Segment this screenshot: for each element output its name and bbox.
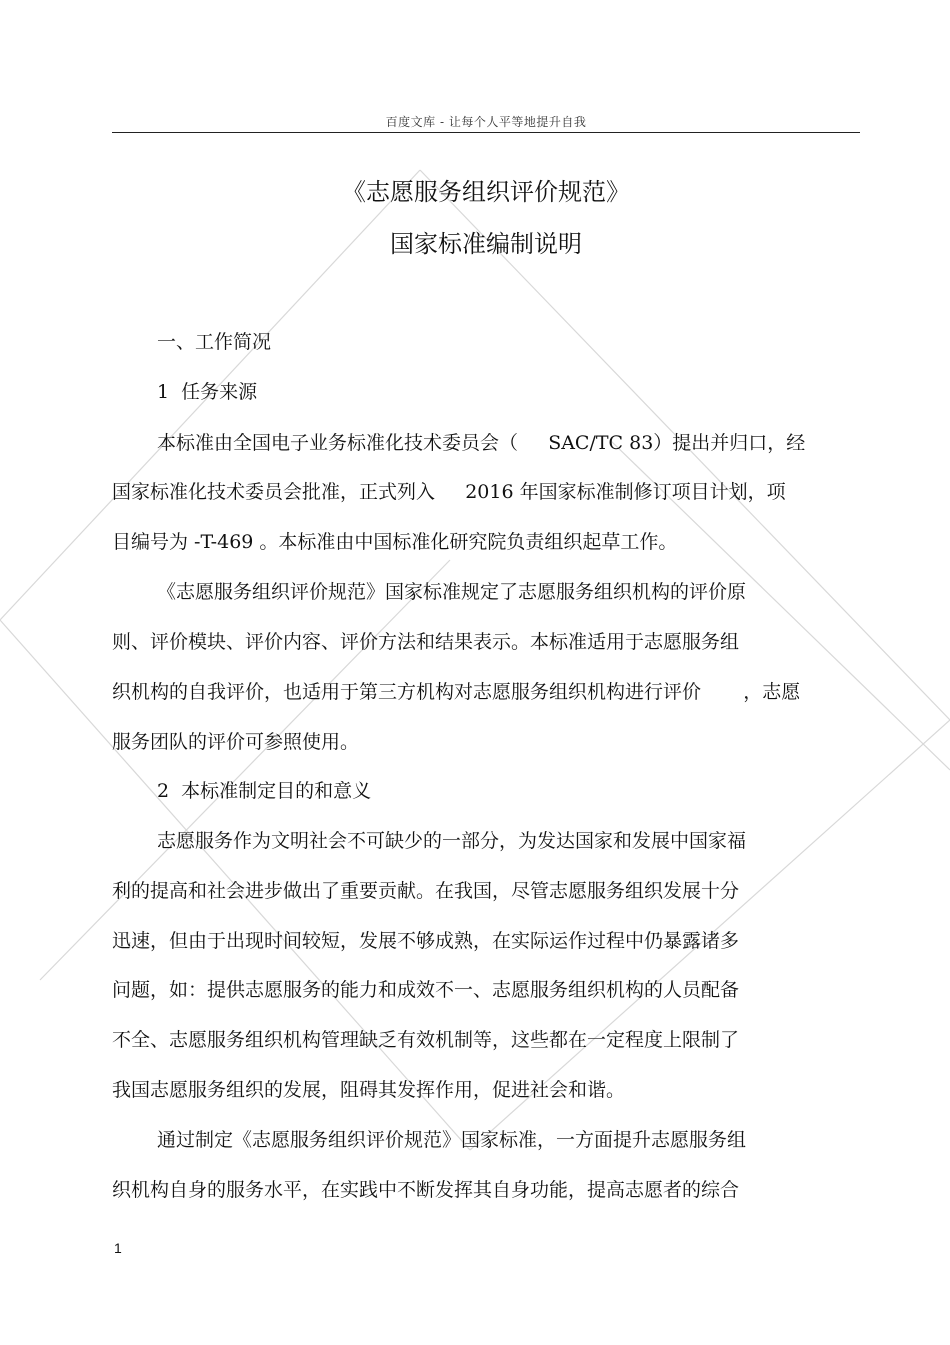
paragraph-line: 《志愿服务组织评价规范》国家标准规定了志愿服务组织机构的评价原 xyxy=(157,581,747,603)
paragraph-line: 国家标准化技术委员会批准，正式列入 2016 年国家标准制修订项目计划，项 xyxy=(112,481,786,503)
document-subtitle: 国家标准编制说明 xyxy=(390,230,582,258)
paragraph-line: 织机构自身的服务水平，在实践中不断发挥其自身功能，提高志愿者的综合 xyxy=(112,1179,740,1201)
paragraph-line: 通过制定《志愿服务组织评价规范》国家标准，一方面提升志愿服务组 xyxy=(157,1129,747,1151)
paragraph-line: 则、评价模块、评价内容、评价方法和结果表示。本标准适用于志愿服务组 xyxy=(112,631,740,653)
subsection-heading: 2 本标准制定目的和意义 xyxy=(157,780,372,802)
page-header: 百度文库 - 让每个人平等地提升自我 xyxy=(385,115,587,129)
paragraph-line: 志愿服务作为文明社会不可缺少的一部分，为发达国家和发展中国家福 xyxy=(157,830,747,852)
document-title: 《志愿服务组织评价规范》 xyxy=(342,178,630,206)
paragraph-line: 服务团队的评价可参照使用。 xyxy=(112,731,360,753)
page-number: 1 xyxy=(114,1240,122,1256)
paragraph-line: 问题，如：提供志愿服务的能力和成效不一、志愿服务组织机构的人员配备 xyxy=(112,979,740,1001)
paragraph-line: 织机构的自我评价，也适用于第三方机构对志愿服务组织机构进行评价 ，志愿 xyxy=(112,681,801,703)
paragraph-line: 本标准由全国电子业务标准化技术委员会（ SAC/TC 83）提出并归口，经 xyxy=(157,432,806,454)
paragraph-line: 不全、志愿服务组织机构管理缺乏有效机制等，这些都在一定程度上限制了 xyxy=(112,1029,740,1051)
header-divider xyxy=(112,132,860,133)
paragraph-line: 迅速，但由于出现时间较短，发展不够成熟，在实际运作过程中仍暴露诸多 xyxy=(112,930,740,952)
paragraph-line: 我国志愿服务组织的发展，阻碍其发挥作用，促进社会和谐。 xyxy=(112,1079,626,1101)
paragraph-line: 利的提高和社会进步做出了重要贡献。在我国，尽管志愿服务组织发展十分 xyxy=(112,880,740,902)
paragraph-line: 目编号为 -T-469 。本标准由中国标准化研究院负责组织起草工作。 xyxy=(112,531,678,553)
subsection-heading: 1 任务来源 xyxy=(157,381,258,403)
section-heading: 一、工作简况 xyxy=(157,331,272,353)
